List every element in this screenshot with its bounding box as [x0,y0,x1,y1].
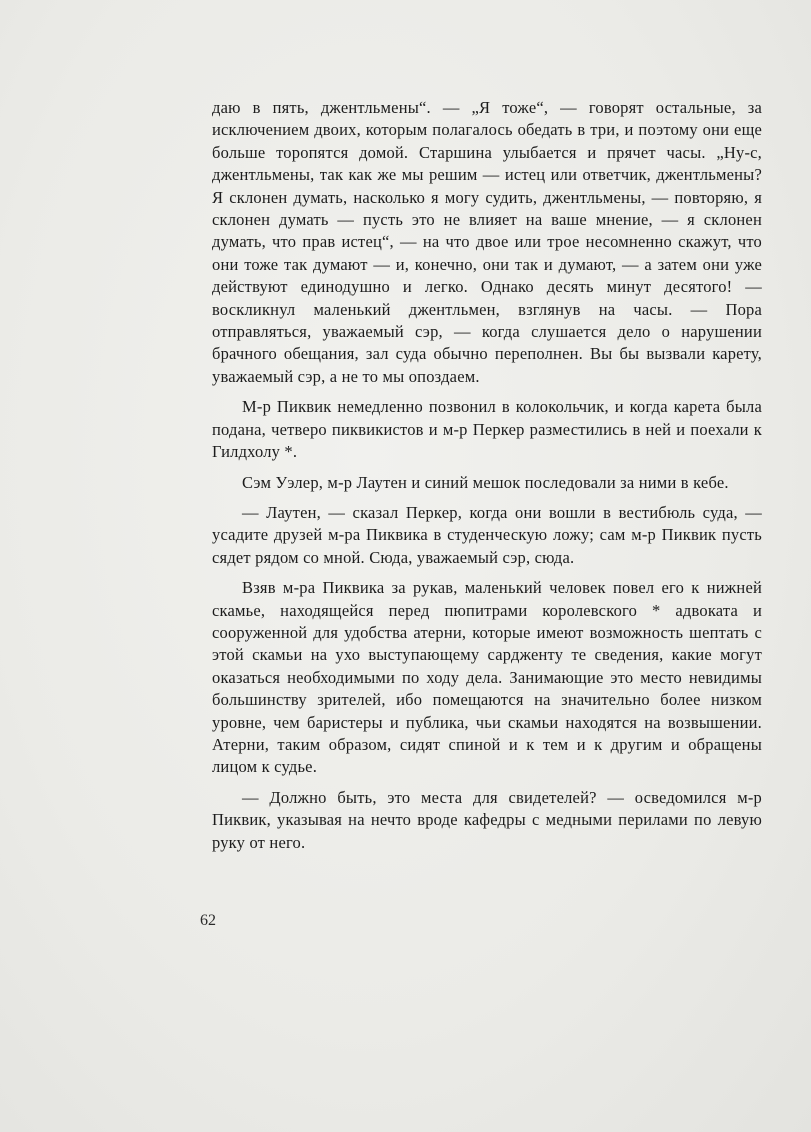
paragraph: М-р Пиквик немедленно позвонил в колокольчик, и когда карета была подана, четверо пиквикистов и м-р Перкер разместились в ней и поехали к Гилдхолу *. [212,397,762,462]
paragraph: — Лаутен, — сказал Перкер, когда они вошли в вестибюль суда, — усадите друзей м-ра Пиквика в студенческую ложу; сам м-р Пиквик пусть сядет рядом со мной. Сюда, уважаемый сэр, сюда. [212,502,762,567]
paragraph: — Должно быть, это места для свидетелей? — осведомился м-р Пиквик, указывая на нечто вроде кафедры с медными перилами по левую руку от него. [212,787,762,852]
paragraph: даю в пять, джентльмены“. — „Я тоже“, — говорят остальные, за исключением двоих, которым полагалось обедать в три, и поэтому они еще больше торопятся домой. Старшина улыбается и прячет часы. „Ну-с, джентльмены, так как же мы решим — истец или ответчик, джентльмены? Я склонен думать, насколько я могу судить, джентльмены, — повторяю, я склонен думать — пусть это не влияет на ваше мнение, — я склонен думать, что прав истец“, — на что двое или трое несомненно скажут, что они тоже так думают — и, конечно, они так и думают, — а затем они уже действуют единодушно и легко. Однако десять минут десятого! — воскликнул маленький джентльмен, взглянув на часы. — Пора отправляться, уважаемый сэр, — когда слушается дело о нарушении брачного обещания, зал суда обычно переполнен. Вы бы вызвали карету, уважаемый сэр, а не то мы опоздаем. [212,98,762,386]
paragraph: Взяв м-ра Пиквика за рукав, маленький человек повел его к нижней скамье, находящейся перед пюпитрами королевского * адвоката и сооруженной для удобства атерни, которые имеют возможность шептать с этой скамьи на ухо выступающему сардженту те сведения, какие могут оказаться необходимыми по ходу дела. Занимающие это место невидимы большинству зрителей, ибо помещаются на значительно более низком уровне, чем баристеры и публика, чьи скамьи находятся на возвышении. Атерни, таким образом, сидят спиной и к тем и к другим и обращены лицом к судье. [212,578,762,777]
paragraph: Сэм Уэлер, м-р Лаутен и синий мешок последовали за ними в кебе. [242,472,729,492]
body-text [212,97,762,854]
page-number: 62 [200,912,216,929]
